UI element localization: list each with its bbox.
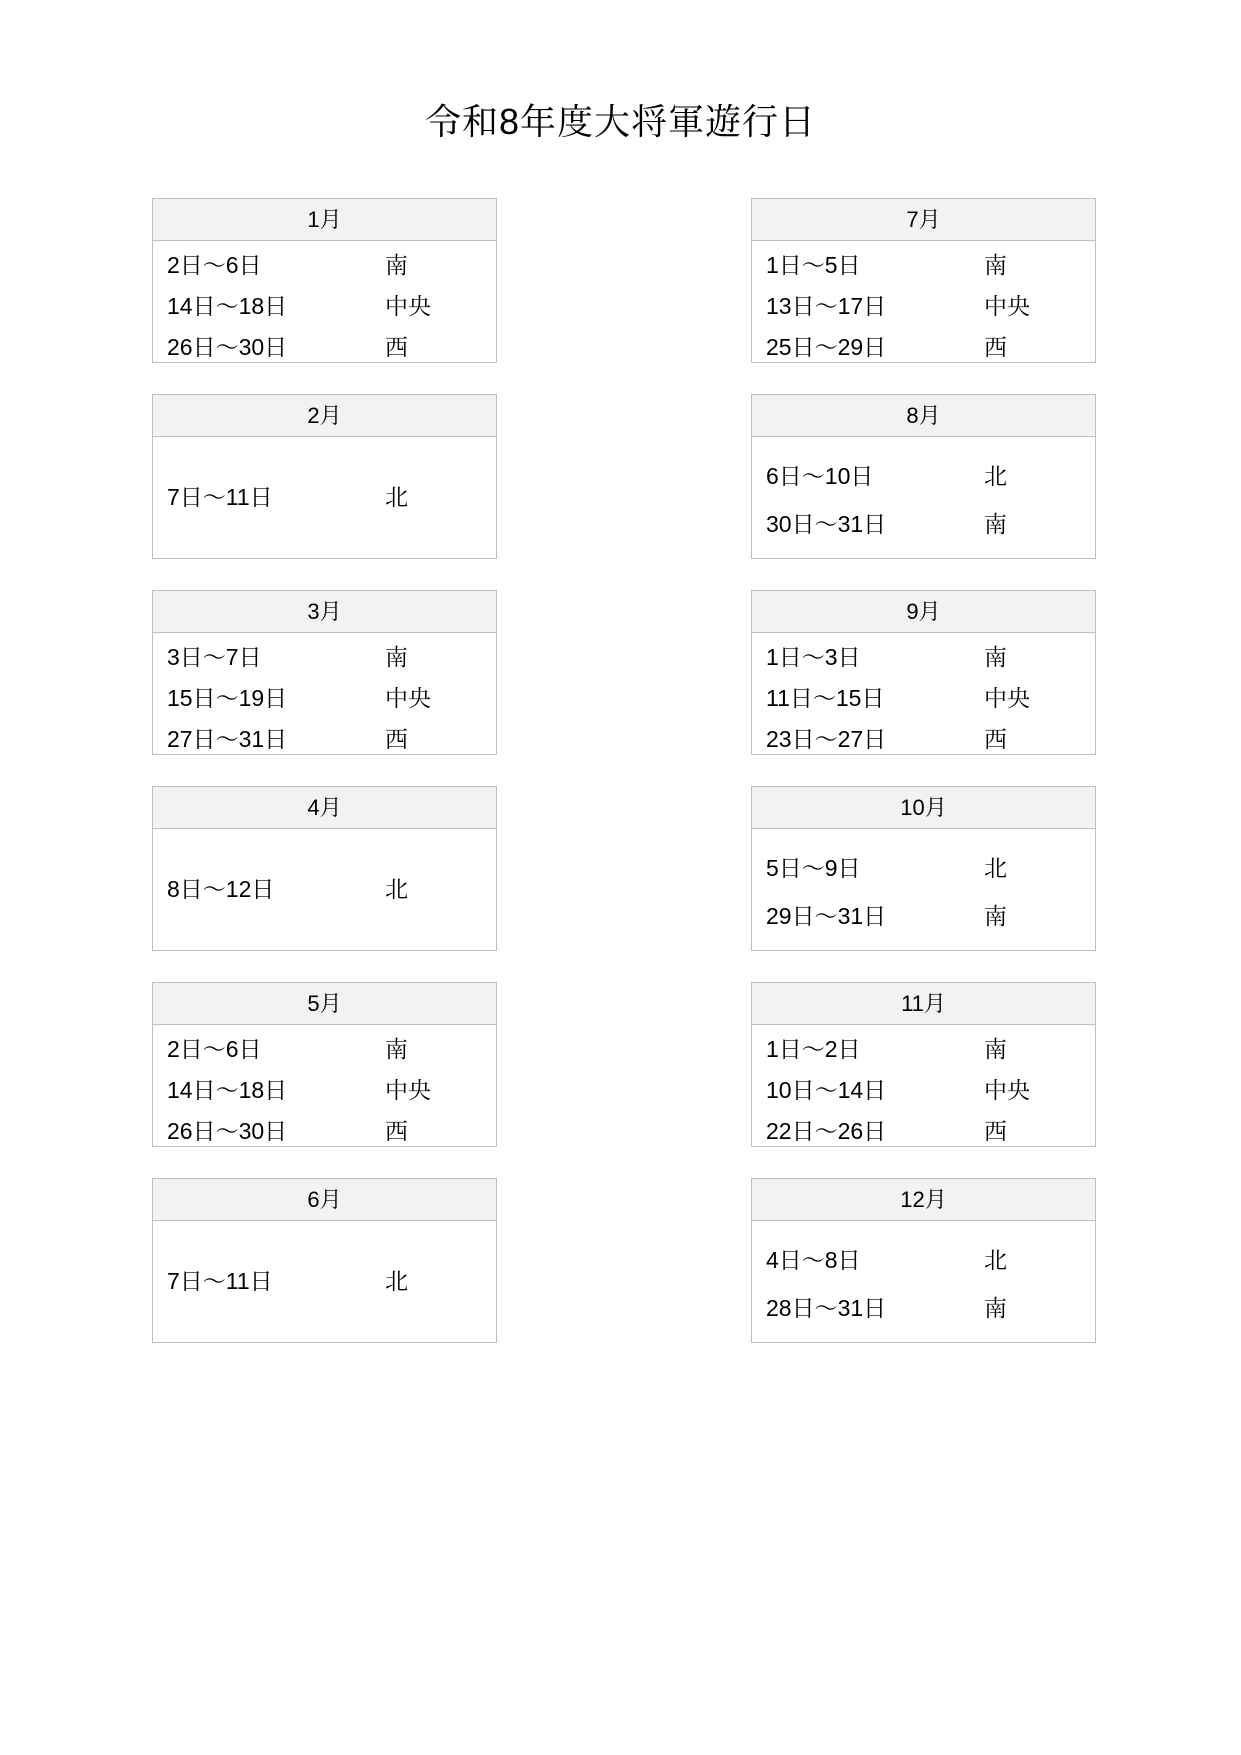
entry-row [167,1111,482,1152]
month-entries [752,241,1095,362]
entry-date-range: 15日〜19日 [167,685,288,711]
column-left [152,198,497,1374]
month-card [751,1178,1096,1343]
entry-direction: 北 [385,1268,408,1294]
month-header: 10月 [752,787,1095,829]
month-card [751,786,1096,951]
entry-row [766,1236,1081,1284]
month-entries [153,241,496,362]
month-header: 9月 [752,591,1095,633]
entry-direction: 西 [385,334,408,360]
month-grid [152,198,1096,1374]
entry-row [766,1284,1081,1332]
entry-direction: 南 [385,644,408,670]
entry-direction: 南 [984,1294,1007,1321]
entry-direction: 北 [984,1246,1007,1273]
entry-direction: 北 [385,876,408,902]
entry-date-range: 22日〜26日 [766,1118,887,1144]
entry-direction: 西 [385,1118,408,1144]
entry-date-range: 3日〜7日 [167,644,262,670]
entry-direction: 中央 [385,1077,431,1103]
entry-direction: 南 [984,902,1007,929]
entry-direction: 西 [385,726,408,752]
month-entries [153,1025,496,1146]
entry-direction: 中央 [385,293,431,319]
entry-row [167,1261,482,1302]
entry-date-range: 25日〜29日 [766,334,887,360]
entry-row [766,1029,1081,1070]
entry-direction: 中央 [385,685,431,711]
entry-date-range: 2日〜6日 [167,252,262,278]
month-card [152,198,497,363]
entry-row [766,678,1081,719]
entry-date-range: 14日〜18日 [167,1077,288,1103]
entry-date-range: 26日〜30日 [167,1118,288,1144]
entry-row [766,637,1081,678]
entry-row [167,327,482,368]
entry-date-range: 8日〜12日 [167,876,275,902]
entry-date-range: 7日〜11日 [167,484,273,510]
month-card [152,394,497,559]
month-card [751,982,1096,1147]
month-header: 5月 [153,983,496,1025]
entry-date-range: 1日〜3日 [766,644,861,670]
entry-row [766,327,1081,368]
month-entries [752,437,1095,558]
entry-date-range: 7日〜11日 [167,1268,273,1294]
entry-direction: 西 [984,334,1007,360]
month-entries [752,1221,1095,1342]
entry-date-range: 23日〜27日 [766,726,887,752]
entry-row [167,637,482,678]
entry-date-range: 29日〜31日 [766,902,887,929]
entry-date-range: 1日〜5日 [766,252,861,278]
entry-direction: 南 [984,252,1007,278]
entry-direction: 南 [984,1036,1007,1062]
month-entries [153,1221,496,1342]
month-entries [752,1025,1095,1146]
entry-date-range: 2日〜6日 [167,1036,262,1062]
month-card [152,590,497,755]
entry-date-range: 14日〜18日 [167,293,288,319]
month-card [152,1178,497,1343]
entry-row [766,1111,1081,1152]
entry-row [167,869,482,910]
entry-direction: 南 [385,1036,408,1062]
entry-row [766,892,1081,940]
entry-row [766,286,1081,327]
entry-direction: 北 [984,462,1007,489]
entry-row [766,719,1081,760]
entry-direction: 北 [984,854,1007,881]
entry-row [766,844,1081,892]
month-header: 11月 [752,983,1095,1025]
entry-direction: 北 [385,484,408,510]
entry-direction: 西 [984,1118,1007,1144]
month-header: 2月 [153,395,496,437]
entry-date-range: 11日〜15日 [766,685,885,711]
month-header: 3月 [153,591,496,633]
entry-direction: 南 [984,510,1007,537]
entry-row [167,719,482,760]
month-header: 8月 [752,395,1095,437]
entry-date-range: 6日〜10日 [766,462,874,489]
entry-row [766,1070,1081,1111]
month-header: 12月 [752,1179,1095,1221]
entry-row [167,1029,482,1070]
month-card [751,590,1096,755]
entry-row [167,1070,482,1111]
entry-row [766,500,1081,548]
month-entries [752,829,1095,950]
entry-row [766,452,1081,500]
entry-date-range: 28日〜31日 [766,1294,887,1321]
month-card [751,394,1096,559]
entry-direction: 中央 [984,293,1030,319]
entry-date-range: 10日〜14日 [766,1077,887,1103]
month-entries [153,633,496,754]
column-right [751,198,1096,1374]
entry-row [167,477,482,518]
entry-direction: 中央 [984,685,1030,711]
entry-row [167,678,482,719]
entry-date-range: 26日〜30日 [167,334,288,360]
entry-date-range: 13日〜17日 [766,293,887,319]
month-header: 1月 [153,199,496,241]
entry-row [167,245,482,286]
page-title: 令和8年度大将軍遊行日 [424,101,817,142]
entry-row [766,245,1081,286]
entry-direction: 南 [385,252,408,278]
entry-date-range: 30日〜31日 [766,510,887,537]
entry-date-range: 1日〜2日 [766,1036,861,1062]
month-header: 4月 [153,787,496,829]
entry-direction: 南 [984,644,1007,670]
month-entries [752,633,1095,754]
month-header: 7月 [752,199,1095,241]
month-entries [153,437,496,558]
entry-direction: 中央 [984,1077,1030,1103]
month-card [152,786,497,951]
entry-direction: 西 [984,726,1007,752]
month-card [152,982,497,1147]
month-card [751,198,1096,363]
entry-row [167,286,482,327]
entry-date-range: 27日〜31日 [167,726,288,752]
entry-date-range: 4日〜8日 [766,1246,861,1273]
entry-date-range: 5日〜9日 [766,854,861,881]
month-entries [153,829,496,950]
month-header: 6月 [153,1179,496,1221]
